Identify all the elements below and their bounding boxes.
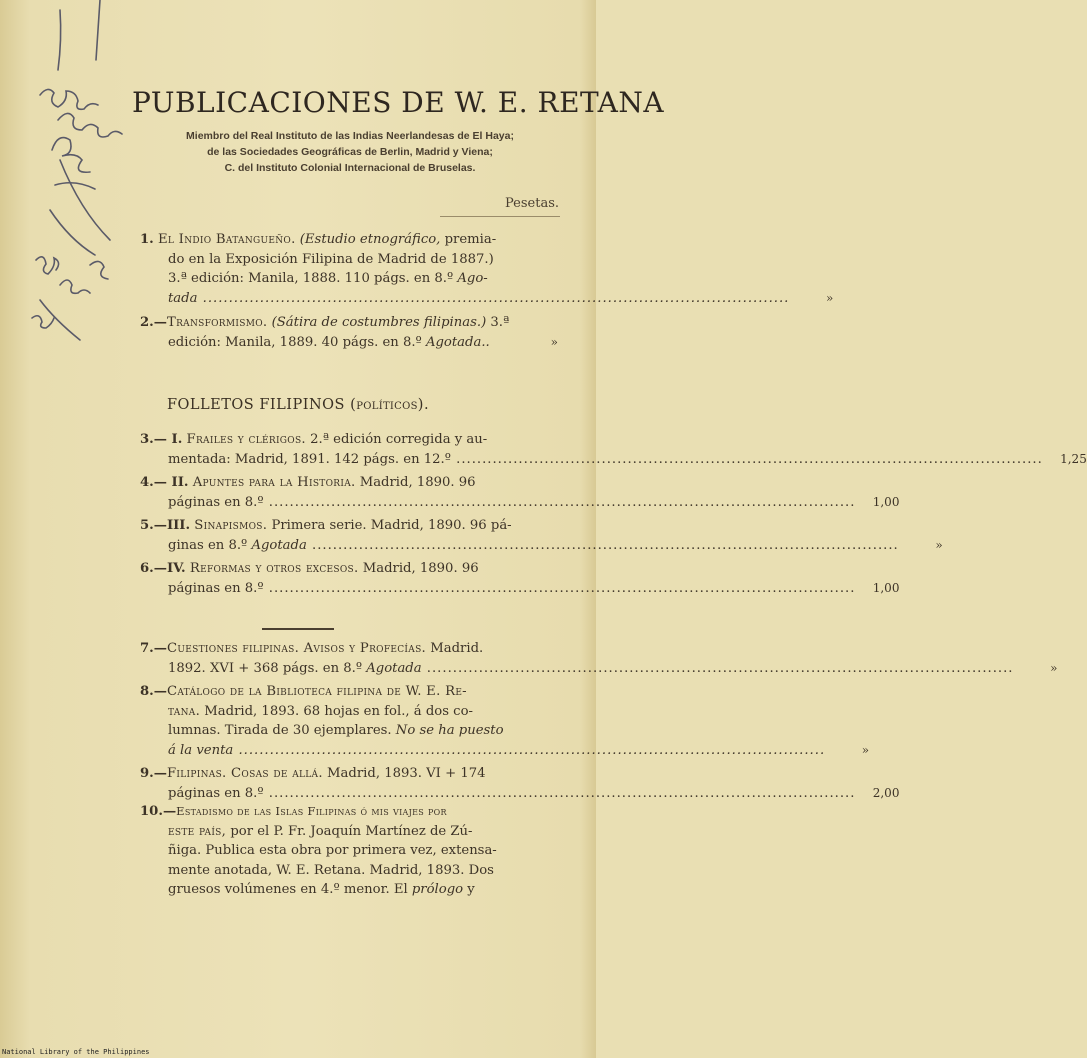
- entry-8: 8.—Catálogo de la Biblioteca filipina de W. E. Re- tana. Madrid, 1893. 68 hojas en fol., á dos co- lumnas. Tirada de 30 ejemplares. No se ha puesto á la venta ..... »: [140, 682, 558, 760]
- price: 1,00: [872, 494, 900, 509]
- subtitle-line: de las Sociedades Geográficas de Berlin, Madrid y Viena;: [207, 146, 493, 158]
- currency-label: Pesetas.: [505, 196, 559, 211]
- price: »: [1050, 660, 1058, 675]
- entry-1: 1. El Indio Batangueño. (Estudio etnográfico, premia- do en la Exposición Filipina de Madrid de 1887.) 3.ª edición: Manila, 1888. 110 págs. en 8.º Ago- tada ..... »: [140, 230, 558, 308]
- section-divider: [262, 628, 334, 630]
- entry-7: 7.—Cuestiones filipinas. Avisos y Profecías. Madrid. 1892. XVI + 368 págs. en 8.º Agotada ..... »: [140, 639, 558, 678]
- price: »: [935, 537, 943, 552]
- entry-9: 9.—Filipinas. Cosas de allá. Madrid, 1893. VI + 174 páginas en 8.º ..... 2,00: [140, 764, 558, 803]
- entry-10: 10.—Estadismo de las Islas Filipinas ó mis viajes por este país, por el P. Fr. Joaquín Martínez de Zú- ñiga. Publica esta obra por primera vez, extensa- mente anotada, W. E. Retana. Madrid, 1893. Dos gruesos volúmenes en 4.º menor. El prólogo y: [140, 804, 497, 897]
- price: 2,00: [872, 785, 900, 800]
- page-title: PUBLICACIONES DE W. E. RETANA: [132, 86, 665, 119]
- subtitle-line: Miembro del Real Instituto de las Indias Neerlandesas de El Haya;: [186, 130, 514, 142]
- entry-2: 2.—Transformismo. (Sátira de costumbres filipinas.) 3.ª edición: Manila, 1889. 40 págs. en 8.º Agotada.. »: [140, 313, 558, 352]
- section-title: FOLLETOS FILIPINOS (políticos).: [166, 397, 430, 413]
- entry-6: 6.—IV. Reformas y otros excesos. Madrid, 1890. 96 páginas en 8.º ..... 1,00: [140, 559, 558, 598]
- entry-3: 3.— I. Frailes y clérigos. 2.ª edición corregida y au- mentada: Madrid, 1891. 142 págs. en 12.º ..... 1,25: [140, 430, 558, 469]
- handwriting-annotation: [0, 0, 140, 400]
- price: »: [861, 742, 870, 757]
- price: »: [550, 334, 558, 349]
- price: »: [826, 290, 834, 305]
- scan-credit: National Library of the Philippines: [2, 1048, 150, 1056]
- header-divider: [440, 216, 560, 217]
- price: 1,25: [1060, 451, 1087, 466]
- subtitle-line: C. del Instituto Colonial Internacional de Bruselas.: [224, 162, 476, 174]
- entry-4: 4.— II. Apuntes para la Historia. Madrid, 1890. 96 páginas en 8.º ..... 1,00: [140, 473, 558, 512]
- price: 1,00: [872, 580, 900, 595]
- entry-5: 5.—III. Sinapismos. Primera serie. Madrid, 1890. 96 pá- ginas en 8.º Agotada ..... »: [140, 516, 558, 555]
